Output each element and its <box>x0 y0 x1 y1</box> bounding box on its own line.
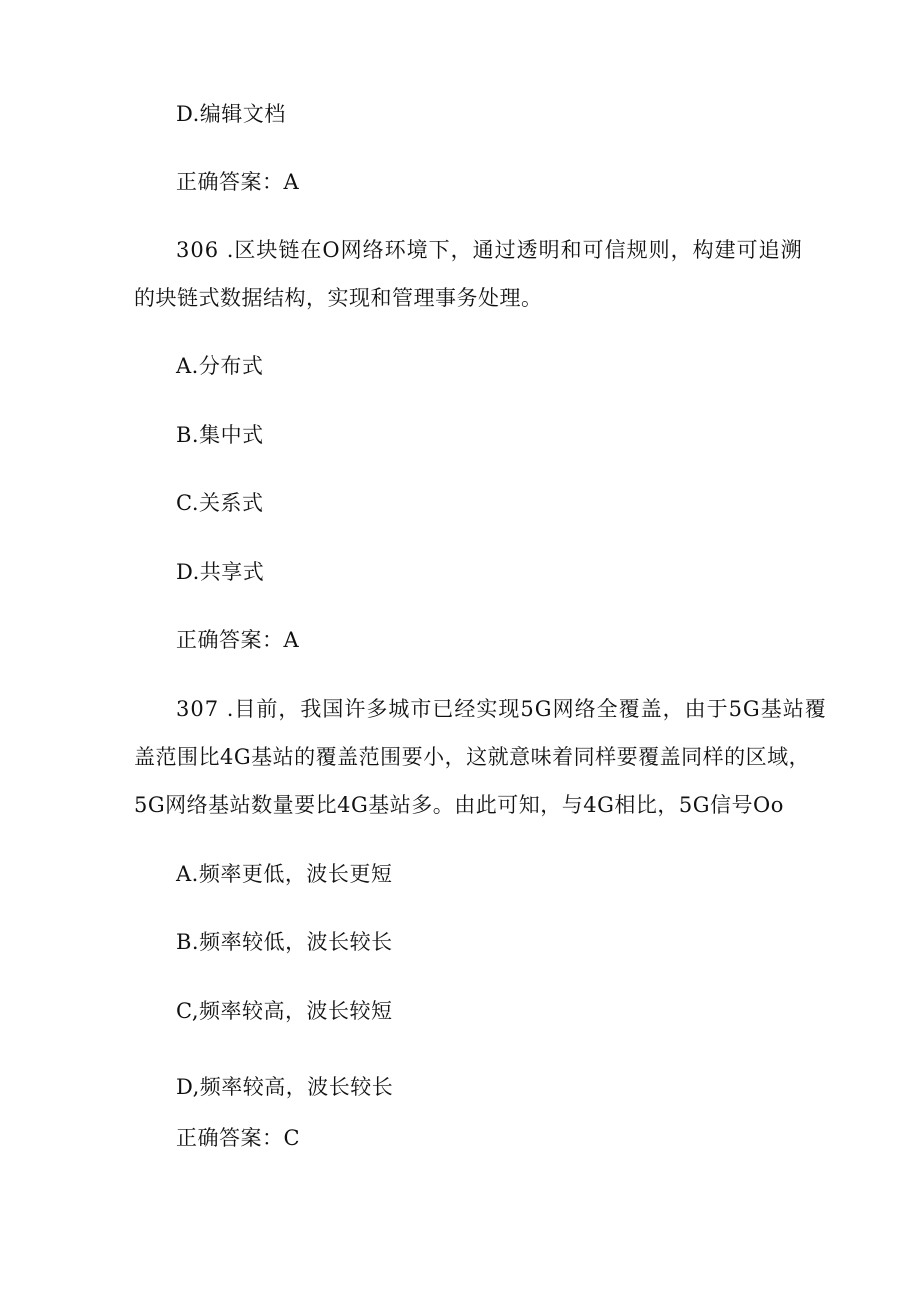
q306-option-d: D.共享式 <box>176 560 265 584</box>
q306-stem-line-1: 306 .区块链在O网络环境下，通过透明和可信规则，构建可追溯 <box>176 238 803 262</box>
q307-option-d: D,频率较高，波长较长 <box>176 1075 394 1099</box>
q306-stem-line-2: 的块链式数据结构，实现和管理事务处理。 <box>134 286 543 310</box>
q306-option-a: A.分布式 <box>176 354 264 378</box>
q305-option-d: D.编辑文档 <box>176 102 286 126</box>
q307-option-c: C,频率较高，波长较短 <box>176 999 393 1023</box>
q305-answer: 正确答案：A <box>176 170 300 194</box>
q307-answer: 正确答案：C <box>176 1126 301 1150</box>
q306-option-c: C.关系式 <box>176 491 264 515</box>
q306-answer: 正确答案：A <box>176 628 300 652</box>
q306-option-b: B.集中式 <box>176 423 264 447</box>
q307-stem-line-1: 307 .目前，我国许多城市已经实现5G网络全覆盖，由于5G基站覆 <box>176 697 827 721</box>
q307-option-a: A.频率更低，波长更短 <box>176 862 393 886</box>
q307-stem-line-3: 5G网络基站数量要比4G基站多。由此可知，与4G相比，5G信号Oo <box>134 793 784 817</box>
q307-stem-line-2: 盖范围比4G基站的覆盖范围要小，这就意味着同样要覆盖同样的区域， <box>134 745 811 769</box>
q307-option-b: B.频率较低，波长较长 <box>176 930 393 954</box>
